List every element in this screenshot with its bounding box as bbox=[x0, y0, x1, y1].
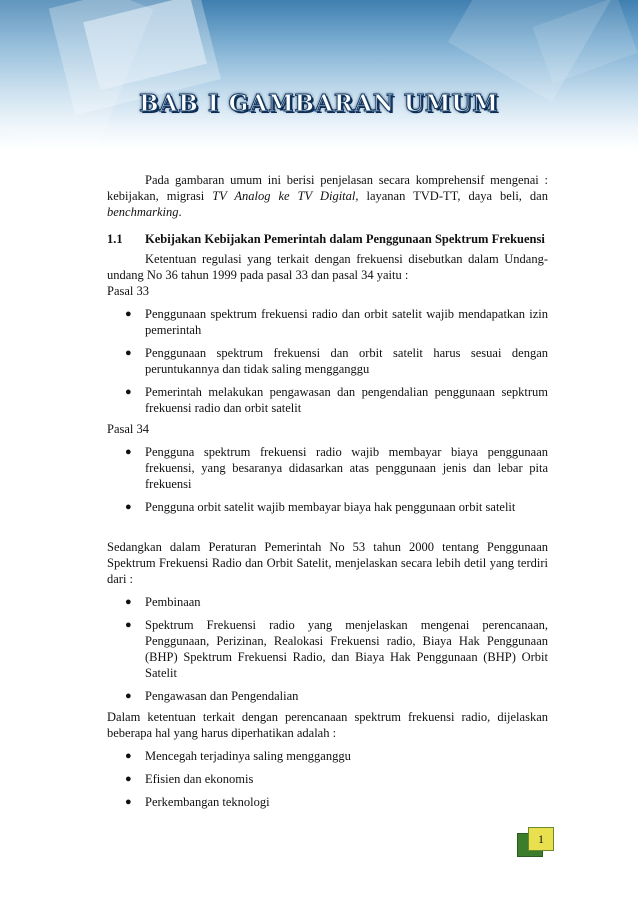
bullet-icon: ● bbox=[125, 596, 132, 608]
planning-paragraph: Dalam ketentuan terkait dengan perencanaan spektrum frekuensi radio, dijelaskan beberapa hal yang harus diperhatikan adalah : bbox=[107, 710, 548, 740]
pp-paragraph: Sedangkan dalam Peraturan Pemerintah No 53 tahun 2000 tentang Penggunaan Spektrum Frekuensi Radio dan Orbit Satelit, menjelaskan secara lebih detil yang terdiri dari : bbox=[107, 540, 548, 586]
section-title: Kebijakan Kebijakan Pemerintah dalam Penggunaan Spektrum Frekuensi bbox=[145, 232, 545, 246]
list-item: ● Penggunaan spektrum frekuensi dan orbit satelit harus sesuai dengan peruntukannya dan tidak saling mengganggu bbox=[125, 346, 548, 376]
bullet-icon: ● bbox=[125, 386, 132, 398]
chapter-title: BAB I GAMBARAN UMUM bbox=[139, 90, 499, 117]
bullet-icon: ● bbox=[125, 619, 132, 631]
regulation-paragraph: Ketentuan regulasi yang terkait dengan frekuensi disebutkan dalam Undang-undang No 36 tahun 1999 pada pasal 33 dan pasal 34 yaitu : bbox=[107, 252, 548, 282]
bullet-icon: ● bbox=[125, 308, 132, 320]
list-item: ● Pembinaan bbox=[125, 595, 201, 609]
pasal-33-list bbox=[107, 306, 548, 416]
pp-list bbox=[107, 594, 548, 704]
planning-list bbox=[107, 748, 548, 810]
list-item: ● Penggunaan spektrum frekuensi radio dan orbit satelit wajib mendapatkan izin pemerintah bbox=[125, 307, 548, 337]
section-heading-1-1 bbox=[107, 231, 548, 247]
pasal-34-label: Pasal 34 bbox=[107, 422, 150, 436]
page-number: 1 bbox=[528, 827, 554, 851]
list-item: ● Mencegah terjadinya saling mengganggu bbox=[125, 749, 351, 763]
list-item: ● Spektrum Frekuensi radio yang menjelaskan mengenai perencanaan, Penggunaan, Perizinan, Realokasi Frekuensi radio, Biaya Hak Penggunaan (BHP) Spektrum Frekuensi Radio, dan Biaya Hak Penggunaan (BHP) Orbit Satelit bbox=[125, 618, 548, 680]
bullet-icon: ● bbox=[125, 690, 132, 702]
bullet-icon: ● bbox=[125, 796, 132, 808]
bullet-icon: ● bbox=[125, 501, 132, 513]
bullet-icon: ● bbox=[125, 773, 132, 785]
bullet-icon: ● bbox=[125, 750, 132, 762]
document-body bbox=[107, 172, 548, 810]
page-number-badge bbox=[517, 827, 553, 857]
chapter-header-banner bbox=[0, 0, 638, 150]
header-decoration-image bbox=[0, 0, 638, 150]
bullet-icon: ● bbox=[125, 347, 132, 359]
list-item: ● Efisien dan ekonomis bbox=[125, 772, 254, 786]
intro-paragraph: Pada gambaran umum ini berisi penjelasan secara komprehensif mengenai : kebijakan, migrasi TV Analog ke TV Digital, layanan TVD-TT, daya beli, dan benchmarking. bbox=[107, 173, 548, 219]
list-item: ● Pemerintah melakukan pengawasan dan pengendalian penggunaan sepktrum frekuensi radio dan orbit satelit bbox=[125, 385, 548, 415]
list-item: ● Pengawasan dan Pengendalian bbox=[125, 689, 299, 703]
pasal-33-label: Pasal 33 bbox=[107, 284, 150, 298]
section-number: 1.1 bbox=[107, 232, 123, 246]
pasal-34-list bbox=[107, 444, 548, 515]
list-item: ● Pengguna orbit satelit wajib membayar biaya hak penggunaan orbit satelit bbox=[125, 500, 516, 514]
bullet-icon: ● bbox=[125, 446, 132, 458]
list-item: ● Pengguna spektrum frekuensi radio wajib membayar biaya penggunaan frekuensi, yang besaranya didasarkan atas penggunaan jenis dan lebar pita frekuensi bbox=[125, 445, 548, 491]
list-item: ● Perkembangan teknologi bbox=[125, 795, 270, 809]
